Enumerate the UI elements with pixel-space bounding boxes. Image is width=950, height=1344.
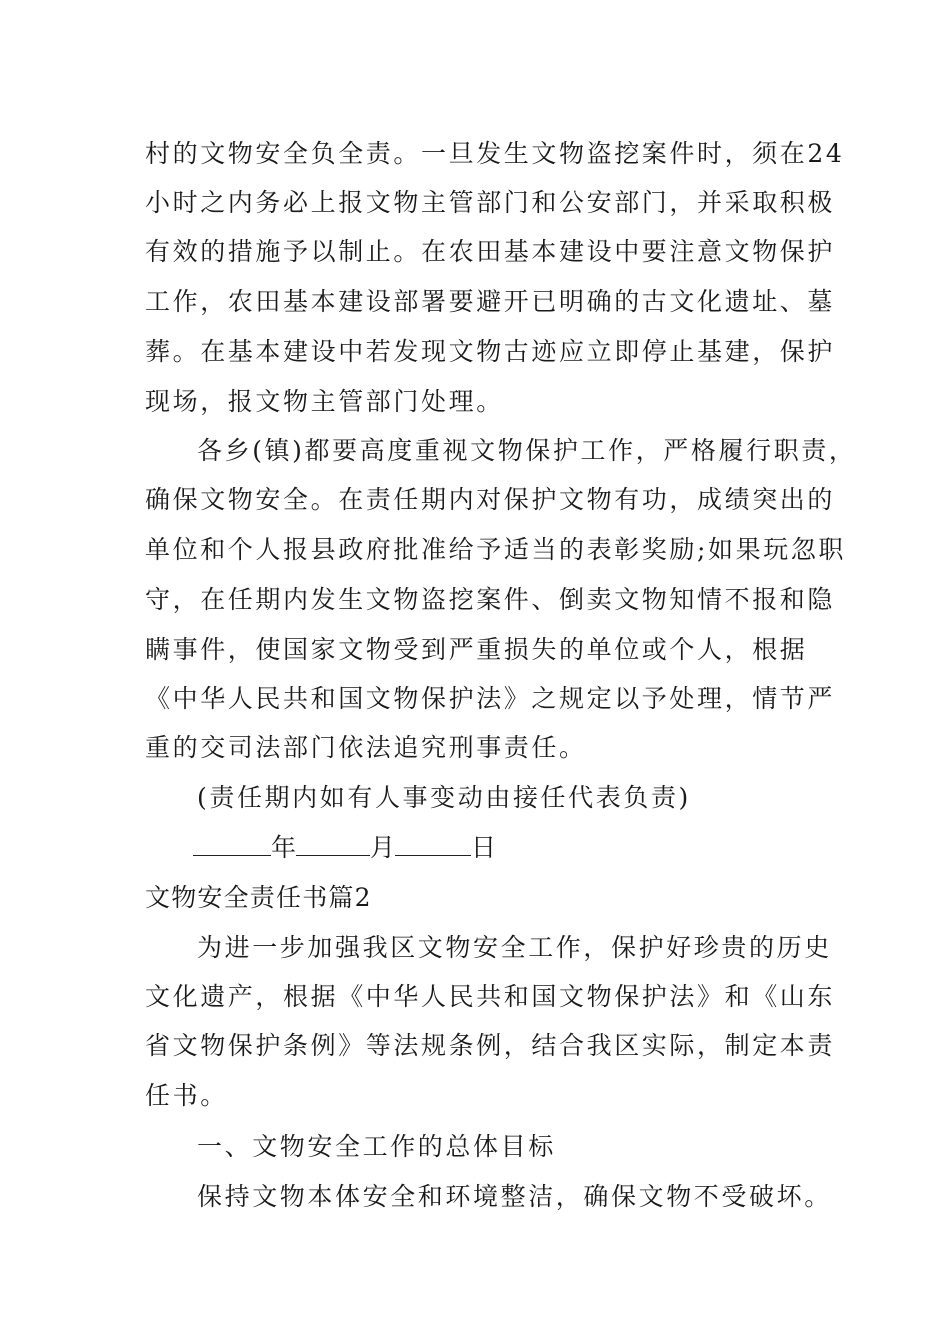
paragraph-line: 为进一步加强我区文物安全工作，保护好珍贵的历史 [197,933,832,962]
paragraph-line: 保持文物本体安全和环境整洁，确保文物不受破坏。 [197,1182,832,1211]
note-line: (责任期内如有人事变动由接任代表负责) [197,783,691,812]
date-line [193,832,496,864]
section-heading: 文物安全责任书篇2 [145,883,372,912]
paragraph-line: 确保文物安全。在责任期内对保护文物有功，成绩突出的 [145,485,836,514]
paragraph-line: 现场，报文物主管部门处理。 [145,387,504,416]
paragraph-line: 单位和个人报县政府批准给予适当的表彰奖励;如果玩忽职 [145,535,847,564]
month-blank [296,833,370,856]
paragraph-line: 小时之内务必上报文物主管部门和公安部门，并采取积极 [145,188,836,217]
paragraph-line: 守，在任期内发生文物盗挖案件、倒卖文物知情不报和隐 [145,585,836,614]
subheading-line: 一、文物安全工作的总体目标 [197,1132,556,1161]
paragraph-line: 瞒事件，使国家文物受到严重损失的单位或个人，根据 [145,635,808,664]
paragraph-line: 有效的措施予以制止。在农田基本建设中要注意文物保护 [145,237,836,266]
day-label: 日 [471,833,497,862]
paragraph-line: 重的交司法部门依法追究刑事责任。 [145,733,587,762]
paragraph-line: 工作，农田基本建设部署要避开已明确的古文化遗址、墓 [145,287,836,316]
paragraph-line: 省文物保护条例》等法规条例，结合我区实际，制定本责 [145,1031,836,1060]
paragraph-line: 文化遗产，根据《中华人民共和国文物保护法》和《山东 [145,982,836,1011]
month-label: 月 [370,833,396,862]
paragraph-line: 葬。在基本建设中若发现文物古迹应立即停止基建，保护 [145,337,836,366]
year-blank [193,833,271,856]
paragraph-line: 任书。 [145,1081,228,1110]
paragraph-line: 《中华人民共和国文物保护法》之规定以予处理，情节严 [145,684,836,713]
day-blank [395,833,471,856]
paragraph-line: 村的文物安全负全责。一旦发生文物盗挖案件时，须在24 [145,139,845,168]
paragraph-line: 各乡(镇)都要高度重视文物保护工作，严格履行职责， [197,436,857,465]
year-label: 年 [271,833,297,862]
